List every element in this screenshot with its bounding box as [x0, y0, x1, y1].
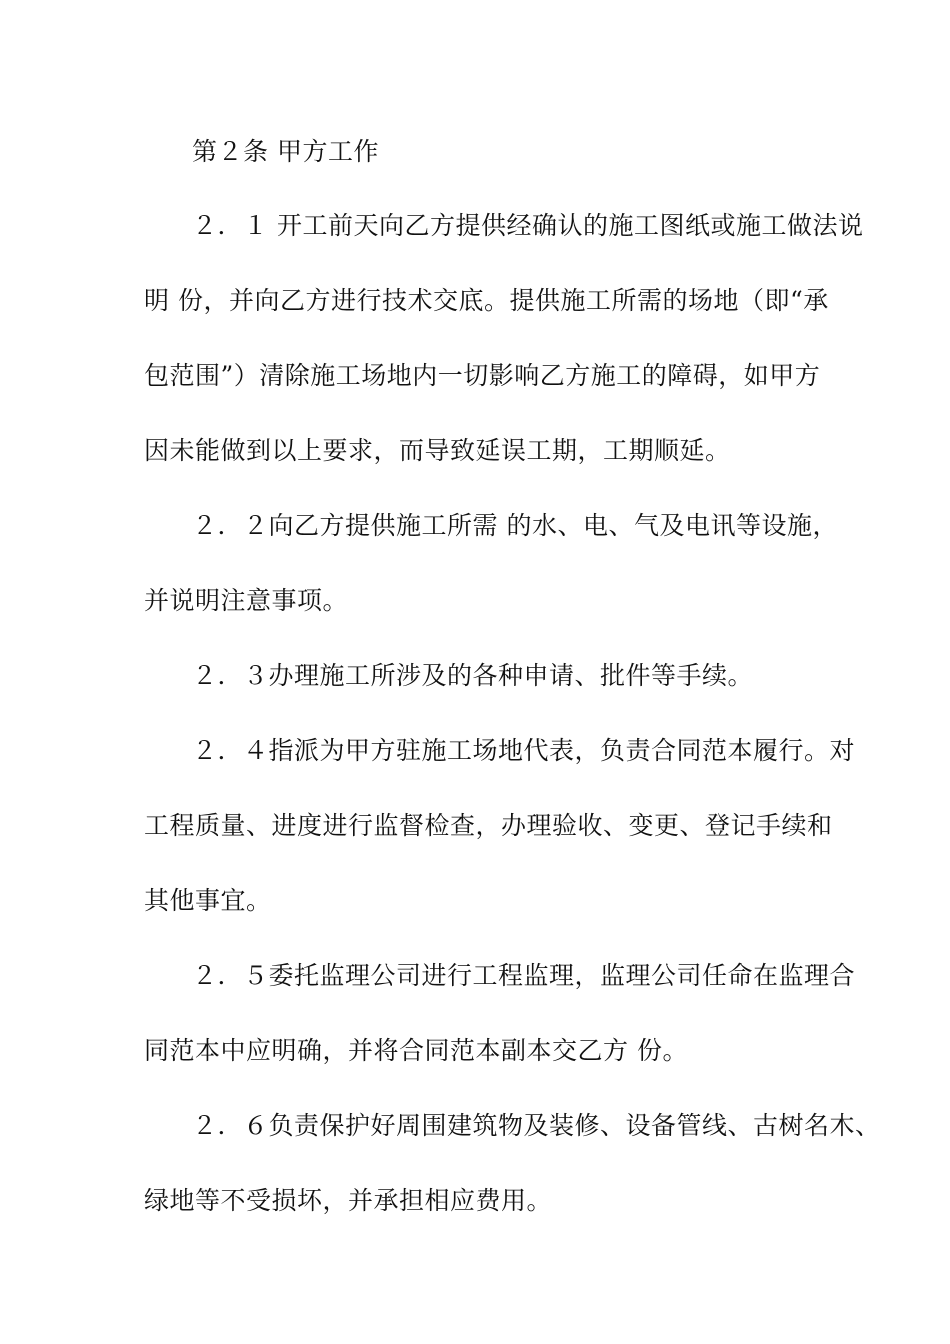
paragraph-line: ２．１ 开工前天向乙方提供经确认的施工图纸或施工做法说 — [192, 211, 864, 240]
paragraph-line: 因未能做到以上要求，而导致延误工期，工期顺延。 — [144, 436, 731, 465]
paragraph-line: ２．５委托监理公司进行工程监理，监理公司任命在监理合 — [192, 961, 856, 990]
paragraph-line: 同范本中应明确，并将合同范本副本交乙方 份。 — [144, 1036, 688, 1065]
paragraph-line: 工程质量、进度进行监督检查，办理验收、变更、登记手续和 — [144, 811, 833, 840]
paragraph-line: ２．２向乙方提供施工所需 的水、电、气及电讯等设施， — [192, 511, 838, 540]
paragraph-line: 其他事宜。 — [144, 886, 272, 915]
paragraph-line: 包范围”）清除施工场地内一切影响乙方施工的障碍，如甲方 — [144, 361, 821, 390]
paragraph-line: 绿地等不受损坏，并承担相应费用。 — [144, 1186, 553, 1215]
section-heading: 第２条 甲方工作 — [192, 137, 379, 166]
paragraph-line: ２．３办理施工所涉及的各种申请、批件等手续。 — [192, 661, 754, 690]
paragraph-line: 明 份，并向乙方进行技术交底。提供施工所需的场地（即“承 — [144, 286, 829, 315]
paragraph-line: 并说明注意事项。 — [144, 586, 349, 615]
paragraph-line: ２．４指派为甲方驻施工场地代表，负责合同范本履行。对 — [192, 736, 856, 765]
paragraph-line: ２．６负责保护好周围建筑物及装修、设备管线、古树名木、 — [192, 1111, 881, 1140]
